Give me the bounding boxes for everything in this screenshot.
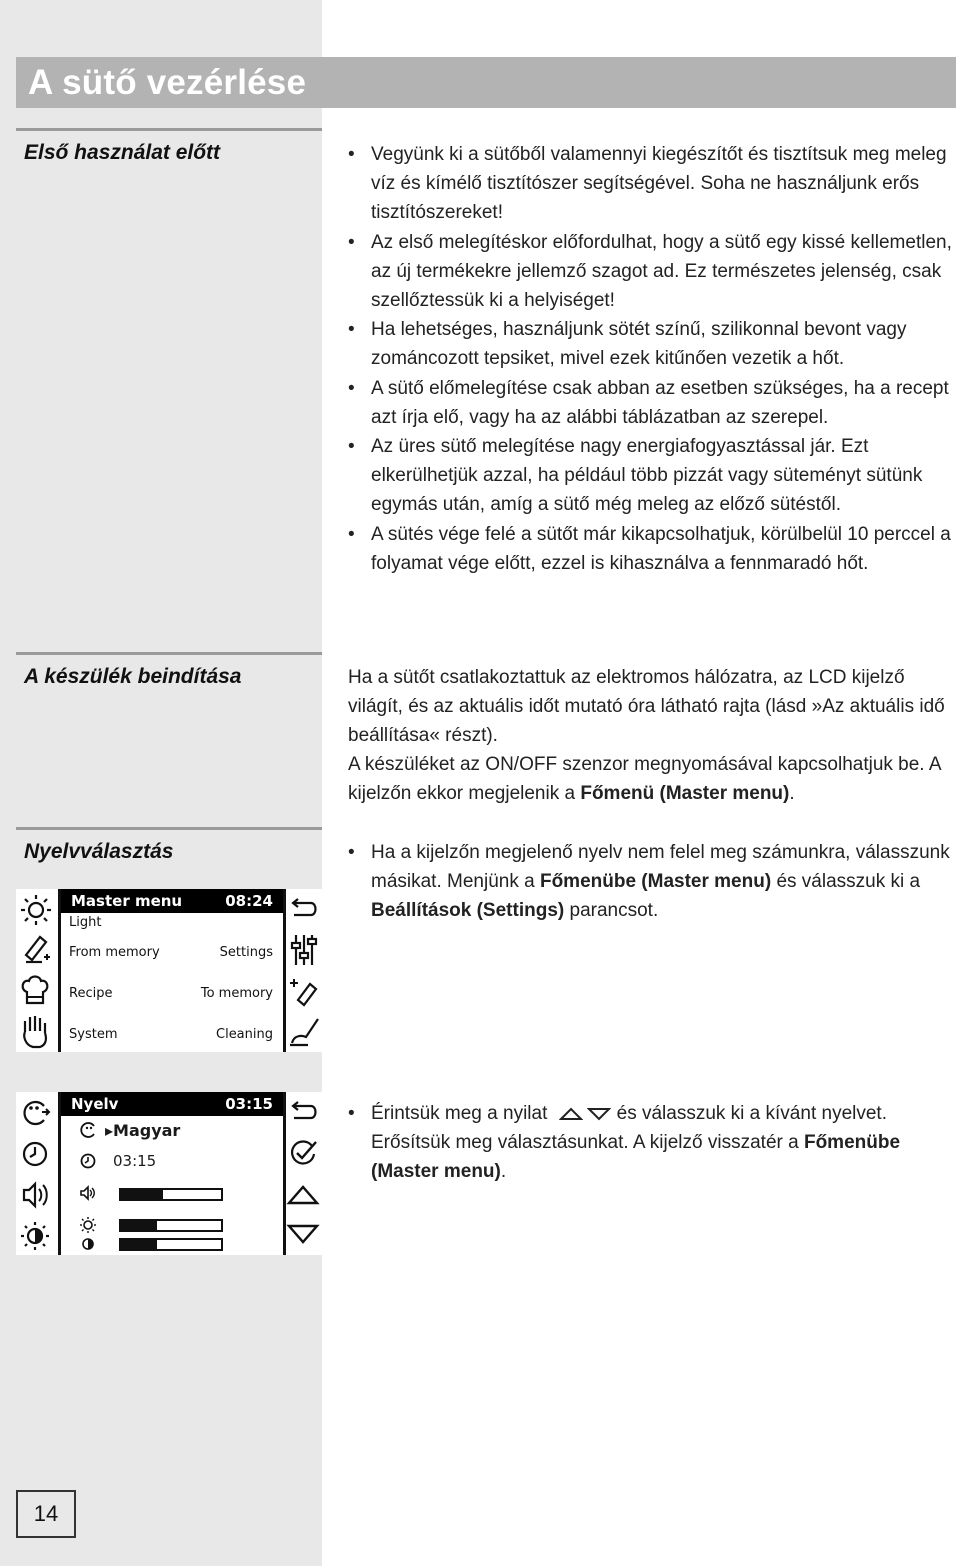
section-rule [16,827,322,830]
lcd-screen [58,889,286,1052]
language-icon[interactable] [16,1092,54,1132]
chef-hat-icon[interactable] [16,970,54,1011]
time-value: 03:15 [113,1152,157,1170]
sidebar-background [0,0,322,1566]
page-number: 14 [16,1490,76,1538]
time-setting[interactable] [79,1152,156,1170]
lcd-time: 08:24 [225,892,273,910]
clock-small-icon [79,1152,97,1170]
first-use-bullets [348,140,958,578]
bold-master-menu: Főmenü (Master menu) [580,783,790,805]
language-value: ▸Magyar [105,1120,181,1140]
volume-bar[interactable] [119,1188,223,1201]
section-rule [16,128,322,131]
back-icon[interactable] [284,889,322,929]
volume-fill [121,1190,163,1199]
back-icon[interactable] [284,1092,322,1132]
language-bullets-2 [348,1099,958,1187]
section-title-language: Nyelvválasztás [24,840,174,863]
to-memory-icon[interactable] [284,970,322,1011]
edit-memory-icon[interactable] [16,929,54,970]
brightness-icon[interactable] [16,1214,54,1255]
brightness-bar[interactable] [119,1219,223,1232]
menu-row-light[interactable]: Light [69,915,102,930]
arrow-down-icon [587,1106,611,1122]
menu-row-recipe-tomemory[interactable]: Recipe To memory [69,986,273,1001]
lcd-time: 03:15 [225,1095,273,1113]
arrow-up-icon[interactable] [284,1173,322,1214]
lcd-header [61,889,283,913]
language-setting[interactable] [79,1120,180,1140]
language-small-icon [79,1120,99,1140]
menu-row-system-cleaning[interactable]: System Cleaning [69,1027,273,1042]
language-display [16,1092,322,1255]
right-icon-column [284,889,322,1052]
lcd-title: Master menu [71,892,183,910]
lcd-title: Nyelv [71,1095,119,1113]
list-item: • A sütő előmelegítése csak abban az esetben szükséges, ha a recept azt írja elő, vagy ha az alábbi táblázatban az szerepel. [348,374,958,432]
confirm-icon[interactable] [284,1132,322,1173]
clock-icon[interactable] [16,1132,54,1173]
brightness-fill [121,1221,157,1230]
speaker-icon[interactable] [16,1173,54,1214]
section-title-startup: A készülék beindítása [24,665,242,688]
list-item: • Az üres sütő melegítése nagy energiafogyasztással jár. Ezt elkerülhetjük azzal, ha például több pizzát vagy süteményt sütünk egymás után, amíg a sütő még meleg az előző sütéstől. [348,432,958,520]
cleaning-icon[interactable] [284,1011,322,1052]
list-item: • Ha a kijelzőn megjelenő nyelv nem felel meg számunkra, válasszunk másikat. Menjünk a Főmenübe (Master menu) és válasszuk ki a Beállítások (Settings) parancsot. [348,838,958,926]
menu-row-memory-settings[interactable]: From memory Settings [69,945,273,960]
language-bullets-1 [348,838,958,926]
left-icon-column [16,1092,54,1255]
lcd-screen [58,1092,286,1255]
left-icon-column [16,889,54,1052]
list-item: • A sütés vége felé a sütőt már kikapcsolhatjuk, körülbelül 10 perccel a folyamat vége előtt, ezzel is kihasználva a fennmaradó hőt. [348,520,958,578]
contrast-bar[interactable] [119,1238,223,1251]
speaker-small-icon [79,1184,97,1202]
sun-small-icon [79,1216,97,1234]
contrast-fill [121,1240,157,1249]
list-item: • Az első melegítéskor előfordulhat, hogy a sütő egy kissé kellemetlen, az új termékekre jellemző szagot ad. Ez természetes jelenség, csak szellőztessük ki a helyiséget! [348,228,958,316]
light-icon[interactable] [16,889,54,929]
contrast-small-icon [81,1237,95,1251]
startup-paragraph-2: A készüléket az ON/OFF szenzor megnyomásával kapcsolhatjuk be. A kijelzőn ekkor megjelenik a Főmenü (Master menu). [348,754,941,805]
hand-icon[interactable] [16,1011,54,1052]
arrow-up-icon [559,1106,583,1122]
list-item: • Ha lehetséges, használjunk sötét színű, szilikonnal bevont vagy zománcozott tepsiket, mivel ezek kitűnően vezetik a hőt. [348,315,958,373]
list-item: • Érintsük meg a nyilat és válasszuk ki a kívánt nyelvet. Erősítsük meg választásunkat. A kijelző visszatér a Főmenübe (Master menu). [348,1099,958,1187]
title-bar [16,57,956,108]
startup-paragraph-1: Ha a sütőt csatlakoztattuk az elektromos hálózatra, az LCD kijelző világít, és az aktuális időt mutató óra látható rajta (lásd »Az aktuális idő beállítása« részt). [348,667,945,747]
settings-icon[interactable] [284,929,322,970]
page-title: A sütő vezérlése [28,63,307,102]
master-menu-display [16,889,322,1052]
list-item: • Vegyünk ki a sütőből valamennyi kiegészítőt és tisztítsuk meg meleg víz és kímélő tisztítószer segítségével. Soha ne használjunk erős tisztítószereket! [348,140,958,228]
right-icon-column [284,1092,322,1255]
arrow-down-icon[interactable] [284,1214,322,1255]
section-title-first-use: Első használat előtt [24,141,221,164]
section-rule [16,652,322,655]
lcd-header [61,1092,283,1116]
